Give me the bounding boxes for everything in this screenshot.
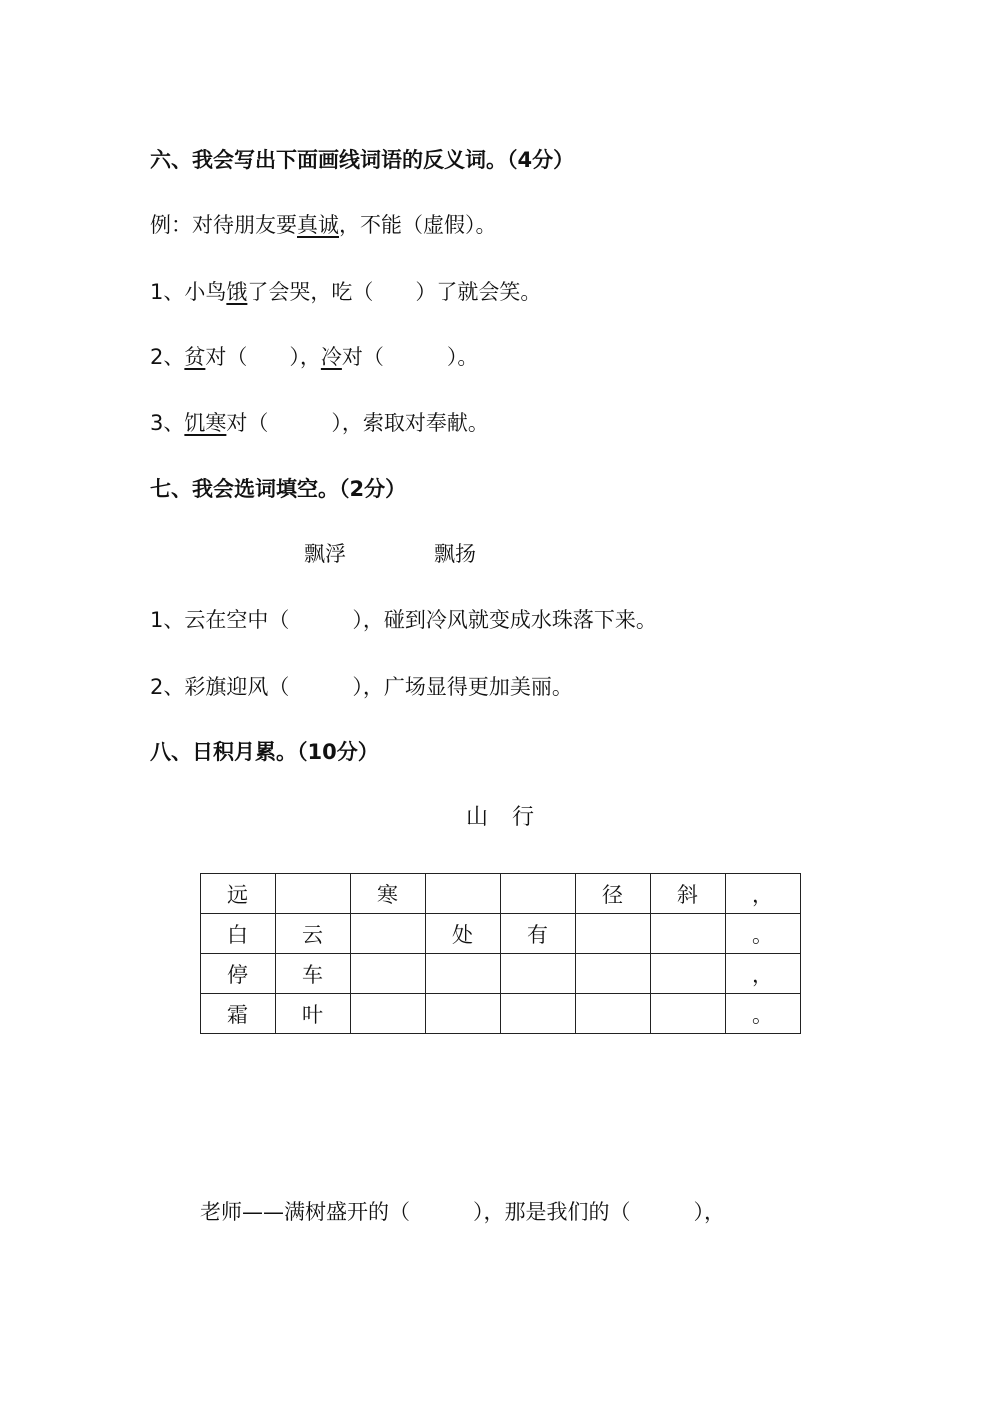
question-6-2 (150, 343, 478, 371)
poem-cell[interactable] (426, 994, 501, 1034)
question-7-1: 1、云在空中（ ），碰到冷风就变成水珠落下来。 (150, 608, 657, 632)
example-underlined-word: 真诚 (297, 213, 339, 237)
poem-cell[interactable] (651, 954, 726, 994)
poem-cell: 。 (726, 914, 801, 954)
example-post: ，不能（虚假）。 (339, 213, 497, 237)
q6-2-mid: 对（ ）， (205, 345, 321, 369)
q6-3-underlined-word: 饥寒 (184, 411, 227, 435)
poem-cell: 处 (426, 914, 501, 954)
poem-cell[interactable] (501, 994, 576, 1034)
poem-cell[interactable] (351, 914, 426, 954)
poem-cell[interactable] (351, 954, 426, 994)
word-choice-a: 飘浮 (304, 542, 346, 566)
poem-cell[interactable] (576, 954, 651, 994)
teacher-fill-in-line: 老师——满树盛开的（ ），那是我们的（ ）， (200, 1200, 725, 1224)
poem-cell: ， (726, 954, 801, 994)
q6-2-underlined-word-1: 贫 (184, 345, 206, 369)
poem-cell[interactable] (651, 994, 726, 1034)
poem-cell: 叶 (276, 994, 351, 1034)
poem-title-char-1: 山 (466, 805, 489, 830)
poem-cell[interactable] (651, 914, 726, 954)
poem-row-3 (201, 954, 801, 994)
poem-cell: 霜 (201, 994, 276, 1034)
poem-cell: 远 (201, 874, 276, 914)
q6-2-pre: 2、 (150, 345, 185, 369)
poem-cell[interactable] (576, 914, 651, 954)
poem-cell: 斜 (651, 874, 726, 914)
question-6-3 (150, 409, 489, 437)
poem-cell[interactable] (276, 874, 351, 914)
poem-cell[interactable] (576, 994, 651, 1034)
example-pre: 例：对待朋友要 (150, 213, 297, 237)
poem-cell[interactable] (501, 874, 576, 914)
q6-3-pre: 3、 (150, 411, 185, 435)
poem-cell[interactable] (426, 954, 501, 994)
poem-grid (200, 873, 801, 1034)
q6-1-post: 了会哭，吃（ ）了就会笑。 (247, 280, 542, 304)
q6-2-post: 对（ ）。 (341, 345, 479, 369)
poem-cell[interactable] (351, 994, 426, 1034)
section-7-heading: 七、我会选词填空。（2分） (150, 477, 407, 501)
section-6-heading: 六、我会写出下面画线词语的反义词。（4分） (150, 148, 575, 172)
poem-title-char-2: 行 (512, 805, 535, 830)
poem-cell: 寒 (351, 874, 426, 914)
word-choice-b: 飘扬 (434, 542, 476, 566)
poem-cell: 。 (726, 994, 801, 1034)
poem-cell: 云 (276, 914, 351, 954)
poem-cell: 白 (201, 914, 276, 954)
poem-cell[interactable] (501, 954, 576, 994)
q6-1-pre: 1、小鸟 (150, 280, 227, 304)
poem-row-2 (201, 914, 801, 954)
q6-3-post: 对（ ），索取对奉献。 (226, 411, 489, 435)
question-6-1 (150, 278, 541, 306)
q6-2-underlined-word-2: 冷 (320, 345, 342, 369)
poem-title (466, 804, 534, 832)
question-7-2: 2、彩旗迎风（ ），广场显得更加美丽。 (150, 675, 573, 699)
poem-row-1 (201, 874, 801, 914)
poem-cell: ， (726, 874, 801, 914)
poem-cell: 停 (201, 954, 276, 994)
q6-1-underlined-word: 饿 (226, 280, 248, 304)
poem-row-4 (201, 994, 801, 1034)
example-line (150, 211, 497, 239)
poem-cell[interactable] (426, 874, 501, 914)
section-8-heading: 八、日积月累。（10分） (150, 740, 379, 764)
poem-cell: 有 (501, 914, 576, 954)
poem-cell: 径 (576, 874, 651, 914)
poem-cell: 车 (276, 954, 351, 994)
